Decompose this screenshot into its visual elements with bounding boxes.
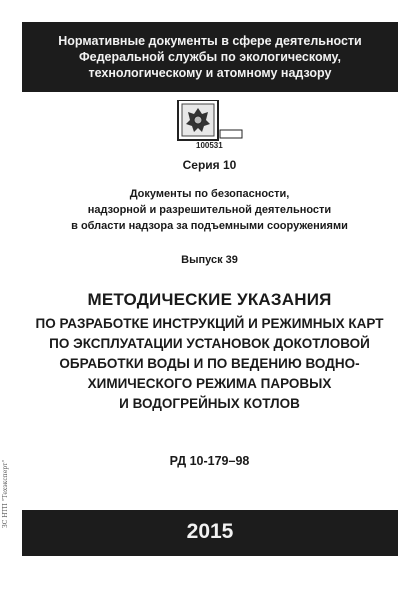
docs-line-3: в области надзора за подъемными сооружениями xyxy=(71,220,348,232)
header-line-2: Федеральной службы по экологическому, xyxy=(78,50,342,64)
docs-line-2: надзорной и разрешительной деятельности xyxy=(87,204,332,216)
subtitle-line-2: ПО ЭКСПЛУАТАЦИИ УСТАНОВОК ДОКОТЛОВОЙ xyxy=(49,336,370,351)
eagle-emblem-icon xyxy=(168,100,250,150)
document-subtitle xyxy=(0,314,419,414)
documents-description xyxy=(0,186,419,234)
year-footer-band xyxy=(22,510,398,556)
subtitle-line-5: И ВОДОГРЕЙНЫХ КОТЛОВ xyxy=(119,396,300,411)
docs-line-1: Документы по безопасности, xyxy=(129,188,290,200)
issue-label: Выпуск 39 xyxy=(181,254,238,266)
rostekhnadzor-emblem-logo xyxy=(168,100,250,150)
logo-number-label: 100531 xyxy=(196,141,223,150)
subtitle-line-4: ХИМИЧЕСКОГО РЕЖИМА ПАРОВЫХ xyxy=(87,376,332,391)
series-label: Серия 10 xyxy=(182,158,237,172)
subtitle-line-3: ОБРАБОТКИ ВОДЫ И ПО ВЕДЕНИЮ ВОДНО- xyxy=(59,356,360,371)
subtitle-line-1: ПО РАЗРАБОТКЕ ИНСТРУКЦИЙ И РЕЖИМНЫХ КАРТ xyxy=(35,316,384,331)
document-title: МЕТОДИЧЕСКИЕ УКАЗАНИЯ xyxy=(87,290,332,309)
document-code: РД 10-179–98 xyxy=(169,454,250,468)
header-line-3: технологическому и атомному надзору xyxy=(88,66,332,80)
publication-year: 2015 xyxy=(186,520,234,543)
side-stamp-text: ЗС НТП "Техэксперт" xyxy=(2,459,9,528)
header-line-1: Нормативные документы в сфере деятельности xyxy=(58,34,362,48)
publisher-header-band xyxy=(22,22,398,92)
